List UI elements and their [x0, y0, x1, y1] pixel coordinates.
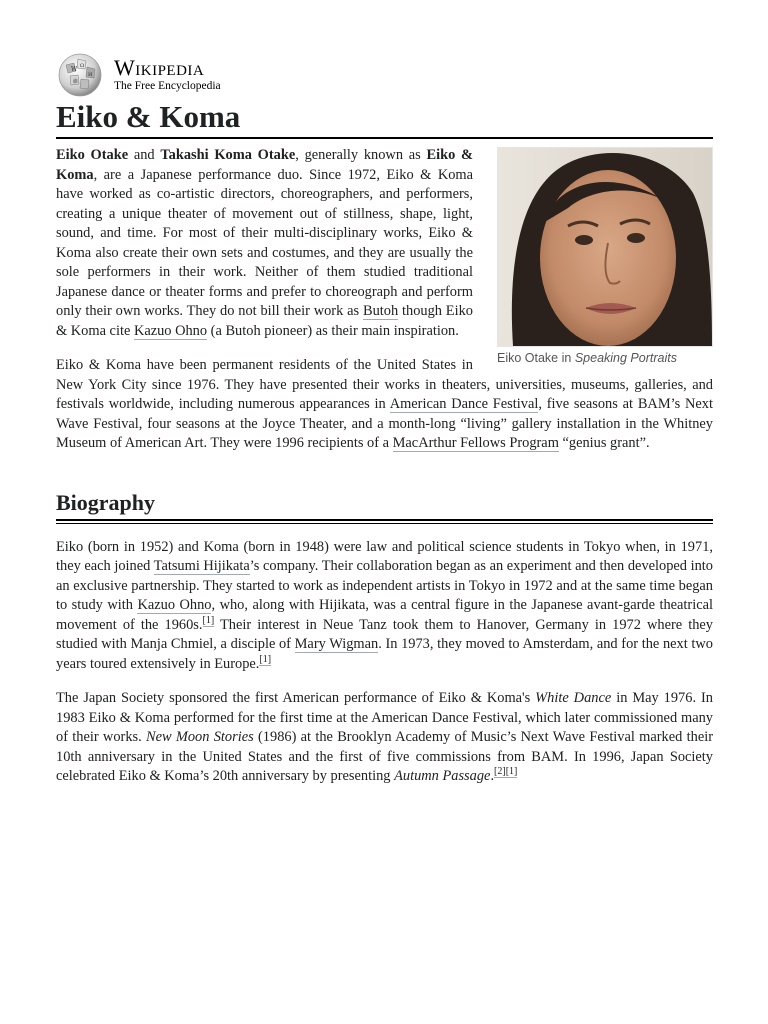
section-heading-biography: Biography — [56, 489, 156, 515]
citation-link[interactable]: [1] — [202, 614, 215, 626]
citation-ref — [259, 654, 271, 666]
bold-name-eiko: Eiko Otake — [56, 147, 129, 163]
bold-name-duo: Eiko & Koma — [56, 147, 473, 183]
wikipedia-logo[interactable] — [56, 53, 713, 97]
text-span: , five seasons at BAM’s Next Wave Festival, four seasons at the Joyce Theater, and a month-long “living” gallery installation in the Whitney Museum of American Art. They were 1996 recipients of a — [56, 396, 713, 451]
biography-paragraph-1 — [56, 538, 713, 675]
intro-paragraph-2 — [56, 356, 713, 454]
caption-text: Eiko Otake in — [497, 351, 575, 365]
text-span: , are a Japanese performance duo. Since 1972, Eiko & Koma have worked as co-artistic directors, choreographers, and performers, creating a unique theater of movement out of stillness, shape, light, sound, and time. For most of their multi-disciplinary works, Eiko & Koma also create their own sets and costumes, and they are usually the sole performers in their work. Neither of them studied traditional Japanese dance or theater forms and prefer to choreograph and perform only their own works. They do not bill their work as — [56, 166, 473, 319]
text-span: (1986) at the Brooklyn Academy of Music’s Next Wave Festival marked their 10th anniversary in the United States and the first of five commissions from BAM. In 1996, Japan Society celebrated Eiko & Koma’s 20th anniversary by presenting — [56, 729, 713, 784]
wikipedia-wordmark — [114, 57, 221, 93]
text-span: . — [490, 768, 495, 784]
infobox-figure — [497, 147, 713, 366]
caption-italic: Speaking Portraits — [574, 351, 677, 365]
text-span: “genius grant”. — [558, 435, 650, 451]
text-span: though Eiko & Koma cite — [56, 303, 473, 339]
citation-ref — [203, 615, 215, 627]
text-span: Eiko & Koma have been permanent residents of the United States in New York City since 1976. They have presented their works in theaters, universities, museums, galleries, and festivals worldwide, including numerous appearances in — [56, 357, 713, 412]
portrait-image[interactable] — [497, 147, 713, 347]
text-span: ’s company. Their collaboration began as an experiment and then developed into an exclusive partnership. They started to work as independent artists in Tokyo in 1972 and at the same time began to study with — [56, 558, 713, 613]
link-kazuo-ohno[interactable]: Kazuo Ohno — [133, 322, 208, 339]
wikipedia-globe-icon — [56, 53, 104, 97]
text-span: , generally known as — [295, 147, 427, 163]
italic-title: White Dance — [535, 690, 612, 706]
article-page — [56, 53, 713, 802]
italic-title: New Moon Stories — [146, 729, 254, 745]
svg-text:W: W — [71, 66, 78, 73]
citation-link[interactable]: [1] — [259, 653, 272, 665]
biography-section-header — [56, 490, 713, 524]
text-span: and — [128, 147, 161, 163]
page-title: Eiko & Koma — [56, 99, 713, 139]
text-span: , who, along with Hijikata, was a central figure in the Japanese avant-garde theatrical movement of the 1960s. — [56, 597, 713, 633]
link-american-dance-festival[interactable]: American Dance Festival — [389, 396, 539, 412]
italic-title: Autumn Passage — [394, 768, 491, 784]
wordmark-title: Wikipedia — [114, 55, 205, 81]
wordmark-subtitle: The Free Encyclopedia — [114, 80, 221, 93]
section-divider — [56, 519, 713, 524]
text-span: (a Butoh pioneer) as their main inspiration. — [207, 322, 459, 339]
citation-ref — [494, 766, 517, 778]
text-span: in May 1976. In 1983 Eiko & Koma performed for the first time at the American Dance Festival, which later commissioned many of their works. — [56, 690, 713, 745]
link-macarthur-fellows[interactable]: MacArthur Fellows Program — [392, 435, 559, 451]
figure-caption — [497, 350, 713, 366]
text-span: The Japan Society sponsored the first American performance of Eiko & Koma's — [56, 690, 536, 706]
text-span: Their interest in Neue Tanz took them to Hanover, Germany in 1972 where they studied with Manja Chmiel, a disciple of — [56, 616, 713, 652]
svg-text:維: 維 — [73, 79, 79, 85]
citation-link[interactable]: [1] — [505, 766, 518, 777]
svg-text:И: И — [88, 72, 93, 78]
link-mary-wigman[interactable]: Mary Wigman — [294, 636, 379, 652]
link-tatsumi-hijikata[interactable]: Tatsumi Hijikata — [153, 558, 250, 574]
bold-name-koma: Takashi Koma Otake — [160, 147, 296, 163]
svg-text:Ω: Ω — [80, 63, 85, 69]
biography-paragraph-2 — [56, 689, 713, 787]
text-span: . In 1973, they moved to Amsterdam, and for the next two years toured extensively in Europe. — [56, 636, 713, 672]
text-span: Eiko (born in 1952) and Koma (born in 1948) were law and political science students in Tokyo when, in 1971, they each joined — [56, 538, 713, 574]
link-butoh[interactable]: Butoh — [362, 303, 399, 319]
link-kazuo-ohno[interactable]: Kazuo Ohno — [137, 597, 212, 613]
citation-link[interactable]: [2] — [494, 766, 506, 777]
